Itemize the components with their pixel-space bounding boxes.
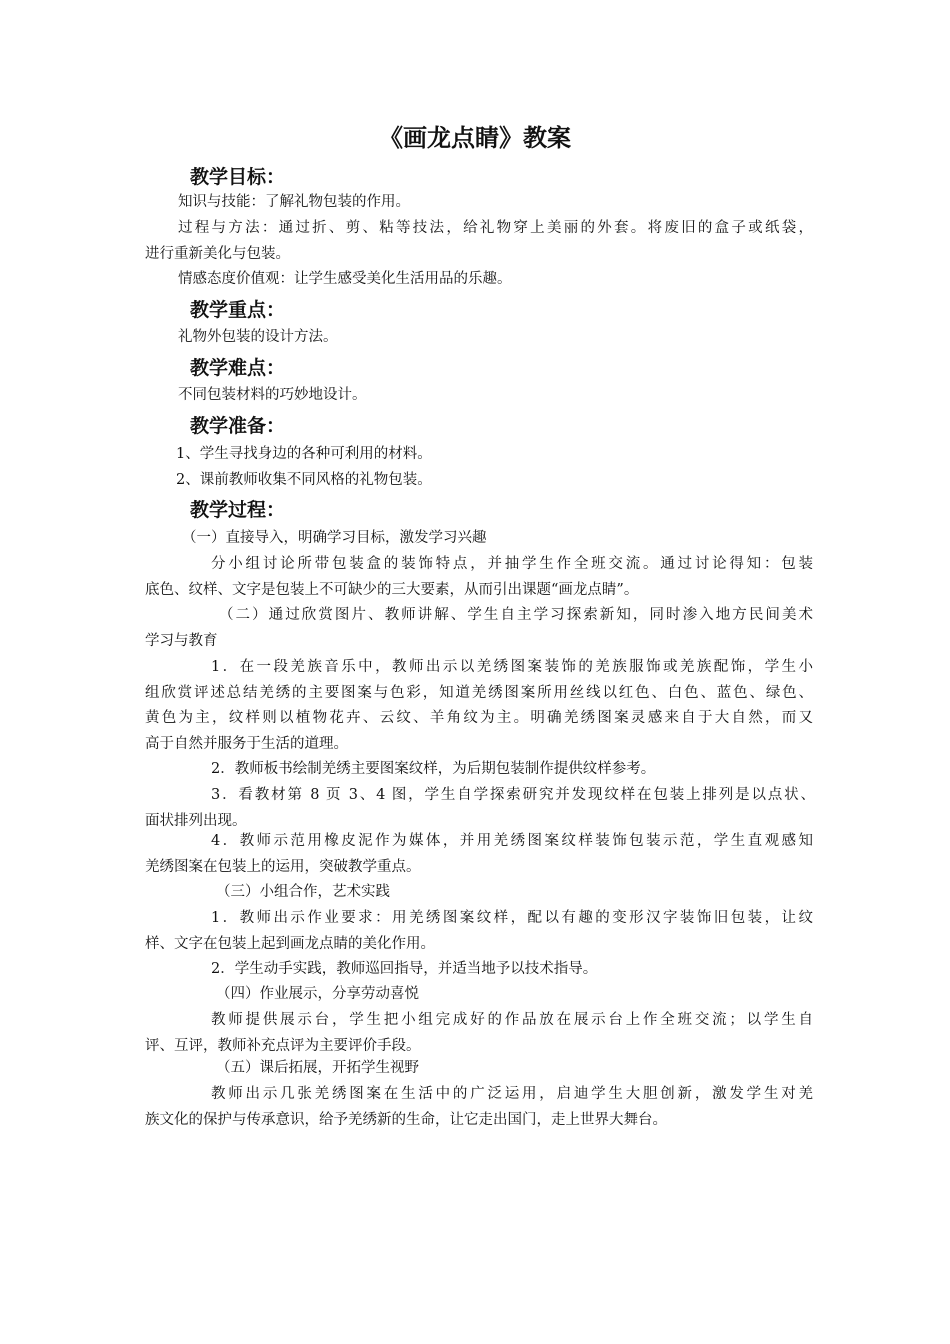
section-heading-key: 教学重点： xyxy=(190,299,286,321)
step-5-line-2: 族文化的保护与传承意识，给予羌绣新的生命，让它走出国门，走上世界大舞台。 xyxy=(145,1111,667,1128)
step-2-item-1 xyxy=(145,655,813,757)
section-heading-preparation: 教学准备： xyxy=(190,415,286,437)
key-point: 礼物外包装的设计方法。 xyxy=(178,329,338,345)
goal-process xyxy=(145,216,813,267)
section-heading-goals: 教学目标： xyxy=(190,166,286,188)
section-heading-process: 教学过程： xyxy=(190,499,286,521)
section-heading-difficulty: 教学难点： xyxy=(190,357,286,379)
step-2-item-1-line-1: 1．在一段羌族音乐中，教师出示以羌绣图案装饰的羌族服饰或羌族配饰，学生小 xyxy=(211,659,813,675)
step-3-item-1-line-2: 样、文字在包装上起到画龙点睛的美化作用。 xyxy=(145,935,435,952)
step-2-item-2: 2．教师板书绘制羌绣主要图案纹样，为后期包装制作提供纹样参考。 xyxy=(211,761,656,777)
step-2-item-1-line-2: 组欣赏评述总结羌绣的主要图案与色彩，知道羌绣图案所用丝线以红色、白色、蓝色、绿色、 xyxy=(145,684,813,701)
step-5-title: （五）课后拓展，开拓学生视野 xyxy=(216,1060,419,1076)
step-5-body xyxy=(145,1082,813,1133)
step-3-item-1 xyxy=(145,906,813,957)
difficulty-point: 不同包装材料的巧妙地设计。 xyxy=(178,387,367,403)
step-4-body xyxy=(145,1008,813,1059)
step-3-item-2: 2．学生动手实践，教师巡回指导，并适当地予以技术指导。 xyxy=(211,961,598,977)
step-1-line-2: 底色、纹样、文字是包装上不可缺少的三大要素，从而引出课题“画龙点睛”。 xyxy=(145,581,639,598)
step-5-line-1: 教师出示几张羌绣图案在生活中的广泛运用，启迪学生大胆创新，激发学生对羌 xyxy=(211,1086,813,1102)
goal-process-line-2: 进行重新美化与包装。 xyxy=(145,245,290,262)
prep-item-2: 2、课前教师收集不同风格的礼物包装。 xyxy=(176,472,432,488)
goal-attitude: 情感态度价值观：让学生感受美化生活用品的乐趣。 xyxy=(178,271,512,287)
goal-knowledge: 知识与技能：了解礼物包装的作用。 xyxy=(178,194,410,210)
step-4-line-2: 评、互评，教师补充点评为主要评价手段。 xyxy=(145,1037,421,1054)
prep-item-1: 1、学生寻找身边的各种可利用的材料。 xyxy=(176,446,432,462)
step-4-title: （四）作业展示，分享劳动喜悦 xyxy=(216,986,419,1002)
step-2-item-3-line-1: 3．看教材第 8 页 3、4 图，学生自学探索研究并发现纹样在包装上排列是以点状、 xyxy=(211,787,815,803)
step-2-item-3 xyxy=(145,783,815,834)
step-2-item-4 xyxy=(145,829,813,880)
step-2-item-4-line-2: 羌绣图案在包装上的运用，突破教学重点。 xyxy=(145,858,421,875)
step-1-line-1: 分小组讨论所带包装盒的装饰特点，并抽学生作全班交流。通过讨论得知：包装 xyxy=(211,556,813,572)
step-3-title: （三）小组合作，艺术实践 xyxy=(216,884,390,900)
goal-process-line-1: 过程与方法：通过折、剪、粘等技法，给礼物穿上美丽的外套。将废旧的盒子或纸袋， xyxy=(178,220,813,236)
step-2-title-line-1: （二）通过欣赏图片、教师讲解、学生自主学习探索新知，同时渗入地方民间美术 xyxy=(219,607,813,623)
page-title: 《画龙点睛》教案 xyxy=(379,124,571,152)
step-1-title: （一）直接导入，明确学习目标，激发学习兴趣 xyxy=(182,530,487,546)
step-2-item-1-line-3: 黄色为主，纹样则以植物花卉、云纹、羊角纹为主。明确羌绣图案灵感来自于大自然，而又 xyxy=(145,710,813,727)
step-2-item-1-line-4: 高于自然并服务于生活的道理。 xyxy=(145,735,348,752)
step-2-title xyxy=(145,603,813,654)
step-2-title-line-2: 学习与教育 xyxy=(145,632,218,649)
step-2-item-3-line-2: 面状排列出现。 xyxy=(145,812,247,829)
step-1-body xyxy=(145,552,813,603)
step-2-item-4-line-1: 4．教师示范用橡皮泥作为媒体，并用羌绣图案纹样装饰包装示范，学生直观感知 xyxy=(211,833,813,849)
step-3-item-1-line-1: 1．教师出示作业要求：用羌绣图案纹样，配以有趣的变形汉字装饰旧包装，让纹 xyxy=(211,910,813,926)
step-4-line-1: 教师提供展示台，学生把小组完成好的作品放在展示台上作全班交流；以学生自 xyxy=(211,1012,813,1028)
